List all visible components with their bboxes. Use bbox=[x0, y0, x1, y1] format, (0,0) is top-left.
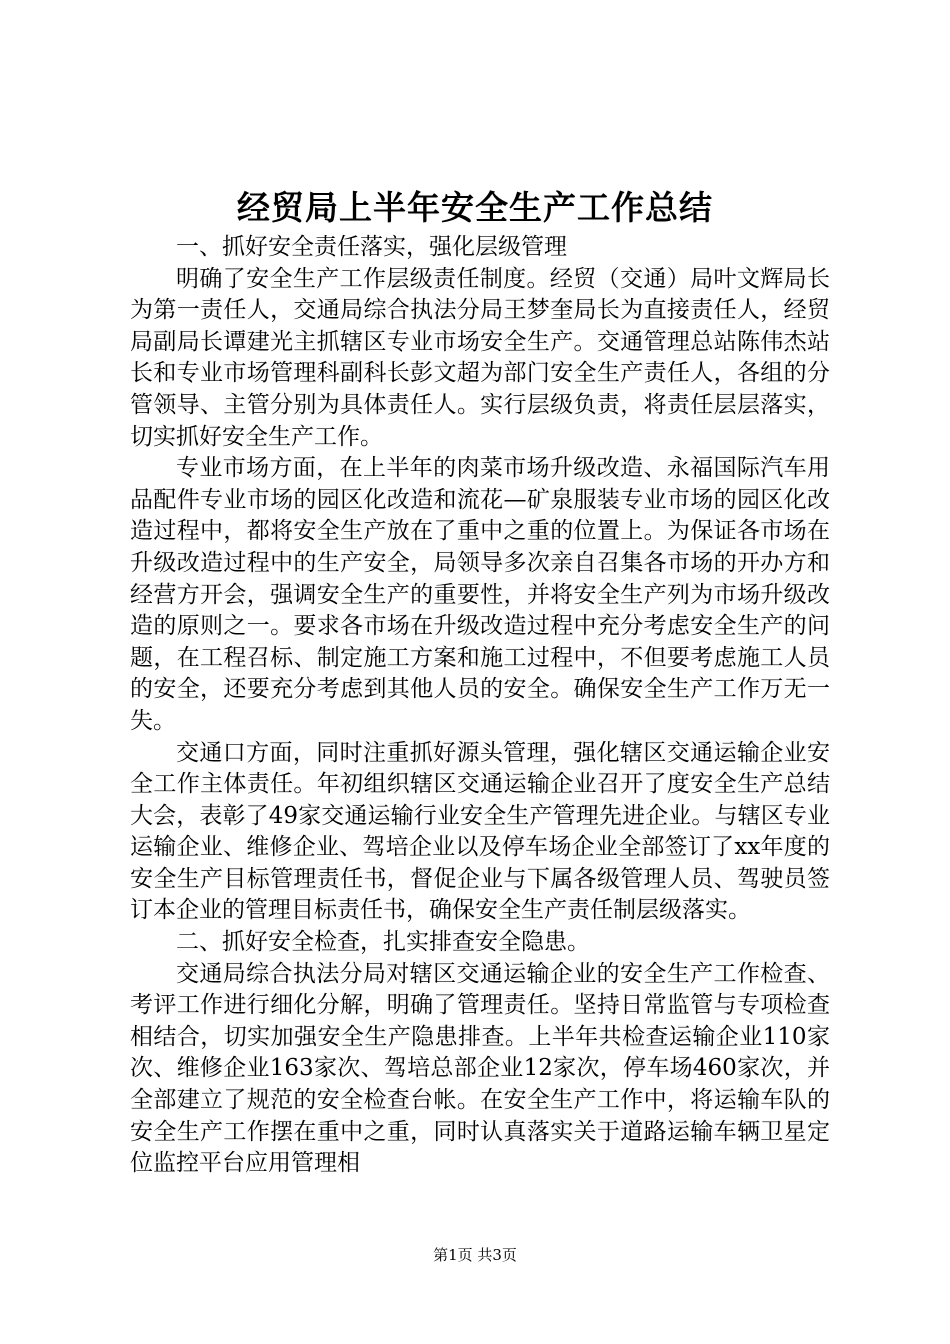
paragraph-inspection: 交通局综合执法分局对辖区交通运输企业的安全生产工作检查、考评工作进行细化分解，明确了管理责任。坚持日常监管与专项检查相结合，切实加强安全生产隐患排查。上半年共检查运输企业110家次、维修企业163家次、驾培总部企业12家次，停车场460家次，并全部建立了规范的安全检查台帐。在安全生产工作中，将运输车队的安全生产工作摆在重中之重，同时认真落实关于道路运输车辆卫星定位监控平台应用管理相 bbox=[130, 960, 830, 1177]
page-footer: 第1页 共3页 bbox=[433, 1246, 517, 1264]
document-body bbox=[130, 232, 830, 1180]
paragraph-transport: 交通口方面，同时注重抓好源头管理，强化辖区交通运输企业安全工作主体责任。年初组织辖区交通运输企业召开了度安全生产总结大会，表彰了49家交通运输行业安全生产管理先进企业。与辖区专业运输企业、维修企业、驾培企业以及停车场企业全部签订了xx年度的安全生产目标管理责任书，督促企业与下属各级管理人员、驾驶员签订本企业的管理目标责任书，确保安全生产责任制层级落实。 bbox=[130, 739, 830, 924]
section-heading-1: 一、抓好安全责任落实，强化层级管理 bbox=[176, 234, 567, 260]
paragraph-responsibility: 明确了安全生产工作层级责任制度。经贸（交通）局叶文辉局长为第一责任人，交通局综合执法分局王梦奎局长为直接责任人，经贸局副局长谭建光主抓辖区专业市场安全生产。交通管理总站陈伟杰站长和专业市场管理科副科长彭文超为部门安全生产责任人，各组的分管领导、主管分别为具体责任人。实行层级负责，将责任层层落实，切实抓好安全生产工作。 bbox=[130, 265, 830, 450]
section-heading-2: 二、抓好安全检查，扎实排查安全隐患。 bbox=[176, 929, 590, 956]
paragraph-markets: 专业市场方面，在上半年的肉菜市场升级改造、永福国际汽车用品配件专业市场的园区化改造和流花—矿泉服装专业市场的园区化改造过程中，都将安全生产放在了重中之重的位置上。为保证各市场在升级改造过程中的生产安全，局领导多次亲自召集各市场的开办方和经营方开会，强调安全生产的重要性，并将安全生产列为市场升级改造的原则之一。要求各市场在升级改造过程中充分考虑安全生产的问题，在工程召标、制定施工方案和施工过程中，不但要考虑施工人员的安全，还要充分考虑到其他人员的安全。确保安全生产工作万无一失。 bbox=[130, 455, 830, 734]
document-title: 经贸局上半年安全生产工作总结 bbox=[237, 188, 713, 227]
